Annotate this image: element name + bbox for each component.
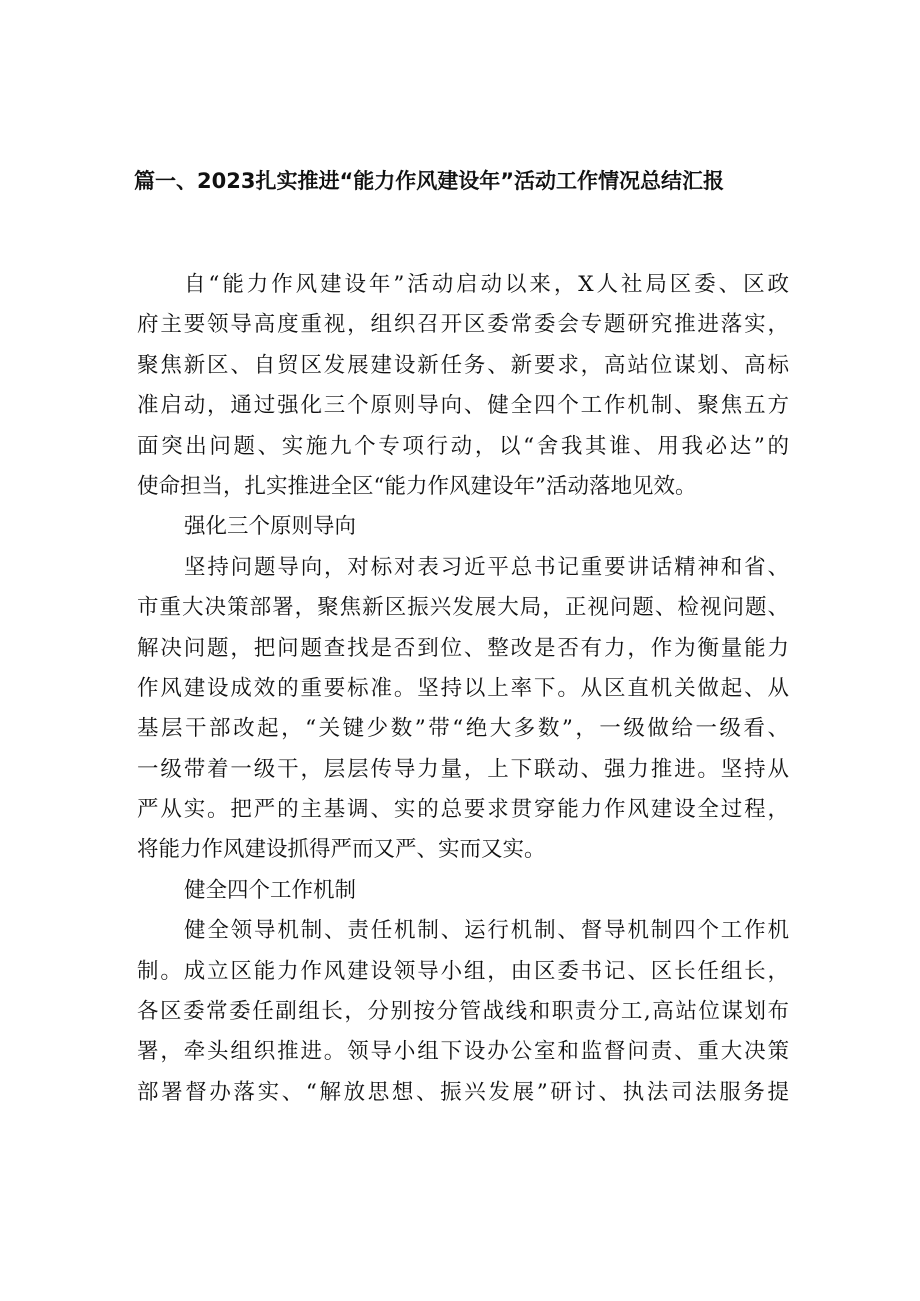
paragraph-line: 府主要领导高度重视，组织召开区委常委会专题研究推进落实，	[137, 312, 789, 338]
paragraph-line: 自“能力作风建设年”活动启动以来，X人社局区委、区政	[184, 272, 789, 297]
paragraph-line: 健全领导机制、责任机制、运行机制、督导机制四个工作机	[184, 918, 789, 944]
paragraph-line: 准启动，通过强化三个原则导向、健全四个工作机制、聚焦五方	[137, 393, 789, 419]
section-heading: 健全四个工作机制	[184, 877, 357, 903]
document-body	[137, 265, 789, 1113]
paragraph-line: 制。成立区能力作风建设领导小组，由区委书记、区长任组长，	[137, 958, 789, 984]
paragraph-line: 作风建设成效的重要标准。坚持以上率下。从区直机关做起、从	[137, 675, 789, 701]
paragraph-line: 坚持问题导向，对标对表习近平总书记重要讲话精神和省、	[184, 554, 789, 580]
section-heading: 强化三个原则导向	[184, 514, 357, 540]
paragraph-line: 署，牵头组织推进。领导小组下设办公室和监督问责、重大决策	[137, 1039, 789, 1065]
document-title: 篇一、2023扎实推进“能力作风建设年”活动工作情况总结汇报	[134, 169, 725, 193]
paragraph-line: 一级带着一级干，层层传导力量，上下联动、强力推进。坚持从	[137, 756, 789, 782]
paragraph-line: 部署督办落实、“解放思想、振兴发展”研讨、执法司法服务提	[137, 1079, 789, 1105]
paragraph-line: 面突出问题、实施九个专项行动，以“舍我其谁、用我必达”的	[137, 433, 789, 459]
paragraph-line: 使命担当，扎实推进全区“能力作风建设年”活动落地见效。	[137, 473, 697, 499]
paragraph-line: 聚焦新区、自贸区发展建设新任务、新要求，高站位谋划、高标	[137, 352, 789, 378]
paragraph-line: 严从实。把严的主基调、实的总要求贯穿能力作风建设全过程，	[137, 797, 789, 823]
paragraph-line: 基层干部改起，“关键少数”带“绝大多数”，一级做给一级看、	[137, 716, 789, 742]
paragraph-line: 将能力作风建设抓得严而又严、实而又实。	[137, 837, 546, 863]
paragraph-line: 解决问题，把问题查找是否到位、整改是否有力，作为衡量能力	[137, 635, 789, 661]
paragraph-line: 各区委常委任副组长，分别按分管战线和职责分工,高站位谋划布	[137, 999, 789, 1025]
paragraph-line: 市重大决策部署，聚焦新区振兴发展大局，正视问题、检视问题、	[137, 595, 789, 621]
